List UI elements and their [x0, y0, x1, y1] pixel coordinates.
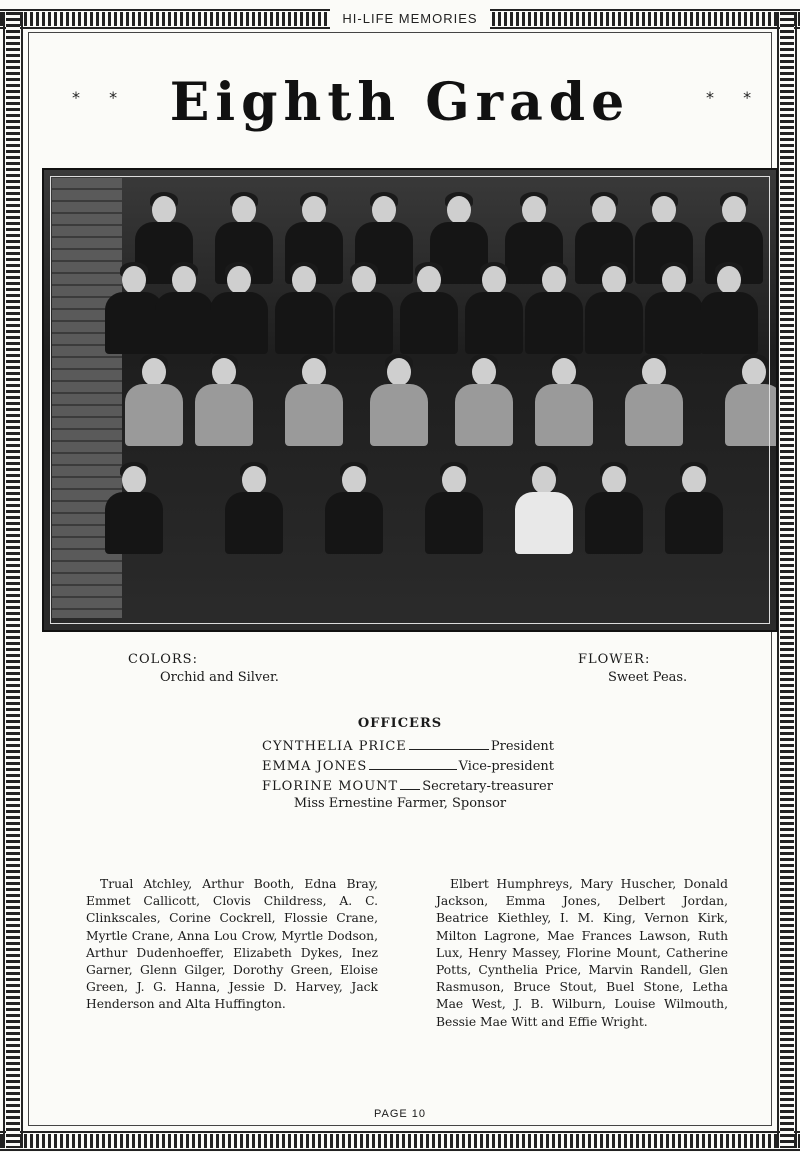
officer-name: FLORINE MOUNT — [262, 779, 399, 794]
photo-frame-line — [50, 176, 770, 624]
colors-label: COLORS: — [128, 652, 198, 667]
colors-value: Orchid and Silver. — [160, 670, 279, 685]
officer-name: EMMA JONES — [262, 759, 368, 774]
flower-value: Sweet Peas. — [608, 670, 688, 685]
officer-president — [262, 734, 554, 754]
star-ornament-left: * * — [72, 88, 130, 107]
officer-vice-president — [262, 754, 554, 774]
officer-name: CYNTHELIA PRICE — [262, 739, 407, 754]
sponsor-line: Miss Ernestine Farmer, Sponsor — [293, 796, 507, 811]
officer-role: Vice-president — [458, 759, 554, 774]
bottom-border — [0, 1134, 800, 1148]
officers-heading: OFFICERS — [357, 716, 443, 731]
leader-line — [400, 789, 420, 790]
right-border — [780, 12, 794, 1148]
officer-role: President — [490, 739, 554, 754]
left-border — [6, 12, 20, 1148]
star-ornament-right: * * — [706, 88, 764, 107]
student-names-right: Elbert Humphreys, Mary Huscher, Donald Jackson, Emma Jones, Delbert Jordan, Beatrice Kiethley, I. M. King, Vernon Kirk, Milton Lagrone, Mae Frances Lawson, Ruth Lux, Henry Massey, Florine Mount, Catherine Potts, Cynthelia Price, Marvin Randell, Glen Rasmuson, Bruce Stout, Buel Stone, Letha Mae West, J. B. Wilburn, Louise Wilmouth, Bessie Mae Witt and Effie Wright. — [436, 877, 728, 1029]
running-header: HI-LIFE MEMORIES — [330, 6, 490, 32]
student-names-left: Trual Atchley, Arthur Booth, Edna Bray, Emmet Callicott, Clovis Childress, A. C. Clinkscales, Corine Cockrell, Flossie Crane, Myrtle Crane, Anna Lou Crow, Myrtle Dodson, Arthur Dudenhoeffer, Elizabeth Dykes, Inez Garner, Glenn Gilger, Dorothy Green, Eloise Green, J. G. Hanna, Jessie D. Harvey, Jack Henderson and Alta Huffington. — [86, 877, 378, 1012]
page-number: PAGE 10 — [373, 1108, 427, 1120]
leader-line — [369, 769, 456, 770]
flower-label: FLOWER: — [578, 652, 651, 667]
class-photo — [42, 168, 778, 632]
officer-role: Secretary-treasurer — [422, 779, 553, 794]
page-title: Eighth Grade — [169, 72, 631, 133]
leader-line — [409, 749, 489, 750]
officer-secretary-treasurer — [262, 774, 554, 794]
